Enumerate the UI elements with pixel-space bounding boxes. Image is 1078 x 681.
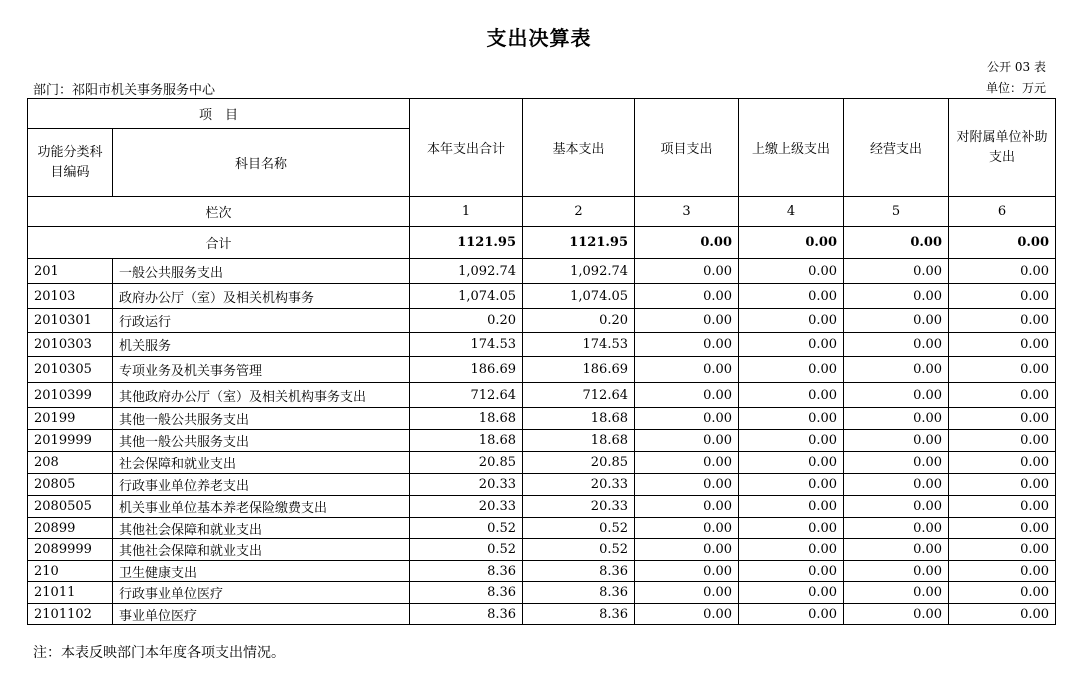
- header-col-subsidy: 对附属单位补助支出: [949, 99, 1056, 197]
- table-row: [28, 408, 1056, 430]
- row-value: 0.52: [523, 539, 635, 561]
- row-value: 0.00: [739, 604, 844, 625]
- row-code: 2080505: [28, 496, 113, 518]
- row-value: 0.00: [739, 430, 844, 452]
- row-value: 20.85: [410, 452, 523, 474]
- table-row: [28, 284, 1056, 309]
- row-name: 其他社会保障和就业支出: [113, 518, 410, 539]
- row-value: 0.00: [949, 383, 1056, 408]
- row-value: 0.00: [635, 430, 739, 452]
- row-code: 2019999: [28, 430, 113, 452]
- row-value: 0.00: [635, 496, 739, 518]
- table-row: [28, 259, 1056, 284]
- row-value: 8.36: [523, 582, 635, 604]
- column-number: 6: [949, 197, 1056, 227]
- row-value: 0.00: [844, 561, 949, 582]
- row-name: 其他一般公共服务支出: [113, 430, 410, 452]
- row-code: 20805: [28, 474, 113, 496]
- row-name: 行政事业单位养老支出: [113, 474, 410, 496]
- row-value: 1,074.05: [410, 284, 523, 309]
- row-name: 行政运行: [113, 309, 410, 333]
- row-value: 0.00: [739, 561, 844, 582]
- row-name: 行政事业单位医疗: [113, 582, 410, 604]
- total-value: 0.00: [949, 227, 1056, 259]
- table-row: [28, 582, 1056, 604]
- row-value: 0.00: [949, 604, 1056, 625]
- row-value: 0.00: [739, 333, 844, 357]
- row-value: 186.69: [523, 357, 635, 383]
- form-number: 公开 03 表: [987, 60, 1046, 74]
- header-project: 项 目: [28, 99, 410, 129]
- table-row: [28, 474, 1056, 496]
- row-value: 0.00: [635, 561, 739, 582]
- row-value: 0.00: [949, 561, 1056, 582]
- table-row: [28, 333, 1056, 357]
- table-row: [28, 604, 1056, 625]
- row-value: 0.00: [844, 518, 949, 539]
- row-value: 0.00: [844, 309, 949, 333]
- column-number: 4: [739, 197, 844, 227]
- row-value: 0.00: [844, 357, 949, 383]
- row-code: 20103: [28, 284, 113, 309]
- row-value: 0.00: [739, 582, 844, 604]
- header-col-basic: 基本支出: [523, 99, 635, 197]
- column-number-row: [28, 197, 1056, 227]
- row-value: 0.00: [844, 582, 949, 604]
- row-value: 18.68: [410, 430, 523, 452]
- row-code: 20899: [28, 518, 113, 539]
- row-value: 0.00: [635, 333, 739, 357]
- row-name: 政府办公厅（室）及相关机构事务: [113, 284, 410, 309]
- row-value: 0.00: [739, 539, 844, 561]
- unit-label: 单位：万元: [985, 81, 1046, 95]
- header-col-total: 本年支出合计: [410, 99, 523, 197]
- row-value: 0.00: [949, 259, 1056, 284]
- row-code: 2101102: [28, 604, 113, 625]
- table-row: [28, 430, 1056, 452]
- total-value: 0.00: [635, 227, 739, 259]
- total-value: 1121.95: [523, 227, 635, 259]
- row-value: 0.00: [739, 452, 844, 474]
- row-value: 0.00: [739, 284, 844, 309]
- row-value: 18.68: [523, 408, 635, 430]
- row-value: 712.64: [523, 383, 635, 408]
- row-value: 0.00: [844, 604, 949, 625]
- header-col-remit: 上缴上级支出: [739, 99, 844, 197]
- row-value: 0.00: [739, 496, 844, 518]
- row-value: 18.68: [410, 408, 523, 430]
- row-name: 卫生健康支出: [113, 561, 410, 582]
- header-code: 功能分类科目编码: [28, 129, 113, 197]
- row-value: 20.33: [523, 474, 635, 496]
- column-number: 1: [410, 197, 523, 227]
- row-value: 0.00: [635, 518, 739, 539]
- data-rows: [28, 259, 1056, 625]
- row-value: 8.36: [410, 561, 523, 582]
- row-value: 0.00: [949, 357, 1056, 383]
- row-value: 0.00: [844, 408, 949, 430]
- row-value: 0.52: [523, 518, 635, 539]
- total-value: 0.00: [739, 227, 844, 259]
- row-value: 0.00: [949, 309, 1056, 333]
- row-name: 其他社会保障和就业支出: [113, 539, 410, 561]
- row-code: 21011: [28, 582, 113, 604]
- column-number-label: 栏次: [28, 197, 410, 227]
- table-row: [28, 539, 1056, 561]
- column-number: 5: [844, 197, 949, 227]
- row-value: 0.00: [739, 309, 844, 333]
- row-code: 2010301: [28, 309, 113, 333]
- row-value: 0.00: [844, 383, 949, 408]
- row-value: 20.33: [410, 496, 523, 518]
- table-row: [28, 452, 1056, 474]
- table-row: [28, 357, 1056, 383]
- total-value: 1121.95: [410, 227, 523, 259]
- row-value: 0.00: [635, 259, 739, 284]
- row-value: 0.00: [635, 383, 739, 408]
- row-value: 712.64: [410, 383, 523, 408]
- row-value: 8.36: [410, 604, 523, 625]
- row-code: 208: [28, 452, 113, 474]
- row-value: 0.00: [949, 452, 1056, 474]
- total-label: 合计: [28, 227, 410, 259]
- row-value: 0.00: [949, 430, 1056, 452]
- row-value: 0.52: [410, 539, 523, 561]
- row-value: 0.00: [739, 408, 844, 430]
- column-number: 2: [523, 197, 635, 227]
- header-name: 科目名称: [113, 129, 410, 197]
- row-value: 1,074.05: [523, 284, 635, 309]
- table-row: [28, 309, 1056, 333]
- row-name: 机关服务: [113, 333, 410, 357]
- total-row: [28, 227, 1056, 259]
- row-value: 0.00: [635, 284, 739, 309]
- row-value: 0.00: [739, 259, 844, 284]
- row-value: 0.00: [635, 309, 739, 333]
- row-name: 其他政府办公厅（室）及相关机构事务支出: [113, 383, 410, 408]
- row-value: 0.00: [844, 474, 949, 496]
- row-value: 0.00: [635, 582, 739, 604]
- row-value: 0.00: [949, 333, 1056, 357]
- row-value: 0.00: [739, 357, 844, 383]
- row-name: 社会保障和就业支出: [113, 452, 410, 474]
- row-value: 0.20: [410, 309, 523, 333]
- row-value: 0.00: [635, 474, 739, 496]
- row-value: 0.00: [949, 408, 1056, 430]
- row-value: 20.33: [410, 474, 523, 496]
- row-code: 2010305: [28, 357, 113, 383]
- row-name: 事业单位医疗: [113, 604, 410, 625]
- row-value: 0.00: [844, 430, 949, 452]
- row-value: 0.00: [949, 474, 1056, 496]
- department-label: 部门：祁阳市机关事务服务中心: [33, 83, 216, 98]
- table-row: [28, 496, 1056, 518]
- table-row: [28, 383, 1056, 408]
- row-value: 0.00: [949, 284, 1056, 309]
- row-value: 0.52: [410, 518, 523, 539]
- page-title: 支出决算表: [486, 26, 592, 50]
- expenditure-table: [27, 98, 1056, 625]
- row-value: 0.00: [844, 452, 949, 474]
- row-value: 0.00: [844, 333, 949, 357]
- row-value: 0.00: [739, 518, 844, 539]
- row-code: 210: [28, 561, 113, 582]
- row-value: 20.85: [523, 452, 635, 474]
- row-value: 0.00: [635, 357, 739, 383]
- row-value: 0.00: [949, 518, 1056, 539]
- row-value: 0.00: [844, 496, 949, 518]
- row-value: 0.00: [635, 408, 739, 430]
- row-value: 0.00: [949, 539, 1056, 561]
- row-value: 174.53: [410, 333, 523, 357]
- header-col-project: 项目支出: [635, 99, 739, 197]
- header-row-1: [28, 99, 1056, 129]
- row-value: 0.00: [844, 284, 949, 309]
- row-value: 0.00: [635, 539, 739, 561]
- table-row: [28, 561, 1056, 582]
- row-code: 2010303: [28, 333, 113, 357]
- row-value: 186.69: [410, 357, 523, 383]
- row-value: 0.00: [844, 259, 949, 284]
- row-value: 20.33: [523, 496, 635, 518]
- row-value: 0.00: [949, 582, 1056, 604]
- row-code: 2010399: [28, 383, 113, 408]
- row-value: 8.36: [523, 604, 635, 625]
- row-value: 0.00: [739, 474, 844, 496]
- row-code: 201: [28, 259, 113, 284]
- row-value: 0.00: [844, 539, 949, 561]
- row-name: 机关事业单位基本养老保险缴费支出: [113, 496, 410, 518]
- row-value: 0.00: [949, 496, 1056, 518]
- row-code: 20199: [28, 408, 113, 430]
- row-value: 0.20: [523, 309, 635, 333]
- row-value: 8.36: [410, 582, 523, 604]
- table-row: [28, 518, 1056, 539]
- row-value: 0.00: [635, 452, 739, 474]
- header-col-operating: 经营支出: [844, 99, 949, 197]
- row-value: 18.68: [523, 430, 635, 452]
- row-value: 8.36: [523, 561, 635, 582]
- row-name: 其他一般公共服务支出: [113, 408, 410, 430]
- footnote: 注：本表反映部门本年度各项支出情况。: [33, 645, 285, 661]
- row-name: 专项业务及机关事务管理: [113, 357, 410, 383]
- row-value: 174.53: [523, 333, 635, 357]
- total-value: 0.00: [844, 227, 949, 259]
- row-code: 2089999: [28, 539, 113, 561]
- row-value: 0.00: [739, 383, 844, 408]
- row-name: 一般公共服务支出: [113, 259, 410, 284]
- row-value: 0.00: [635, 604, 739, 625]
- row-value: 1,092.74: [523, 259, 635, 284]
- column-number: 3: [635, 197, 739, 227]
- row-value: 1,092.74: [410, 259, 523, 284]
